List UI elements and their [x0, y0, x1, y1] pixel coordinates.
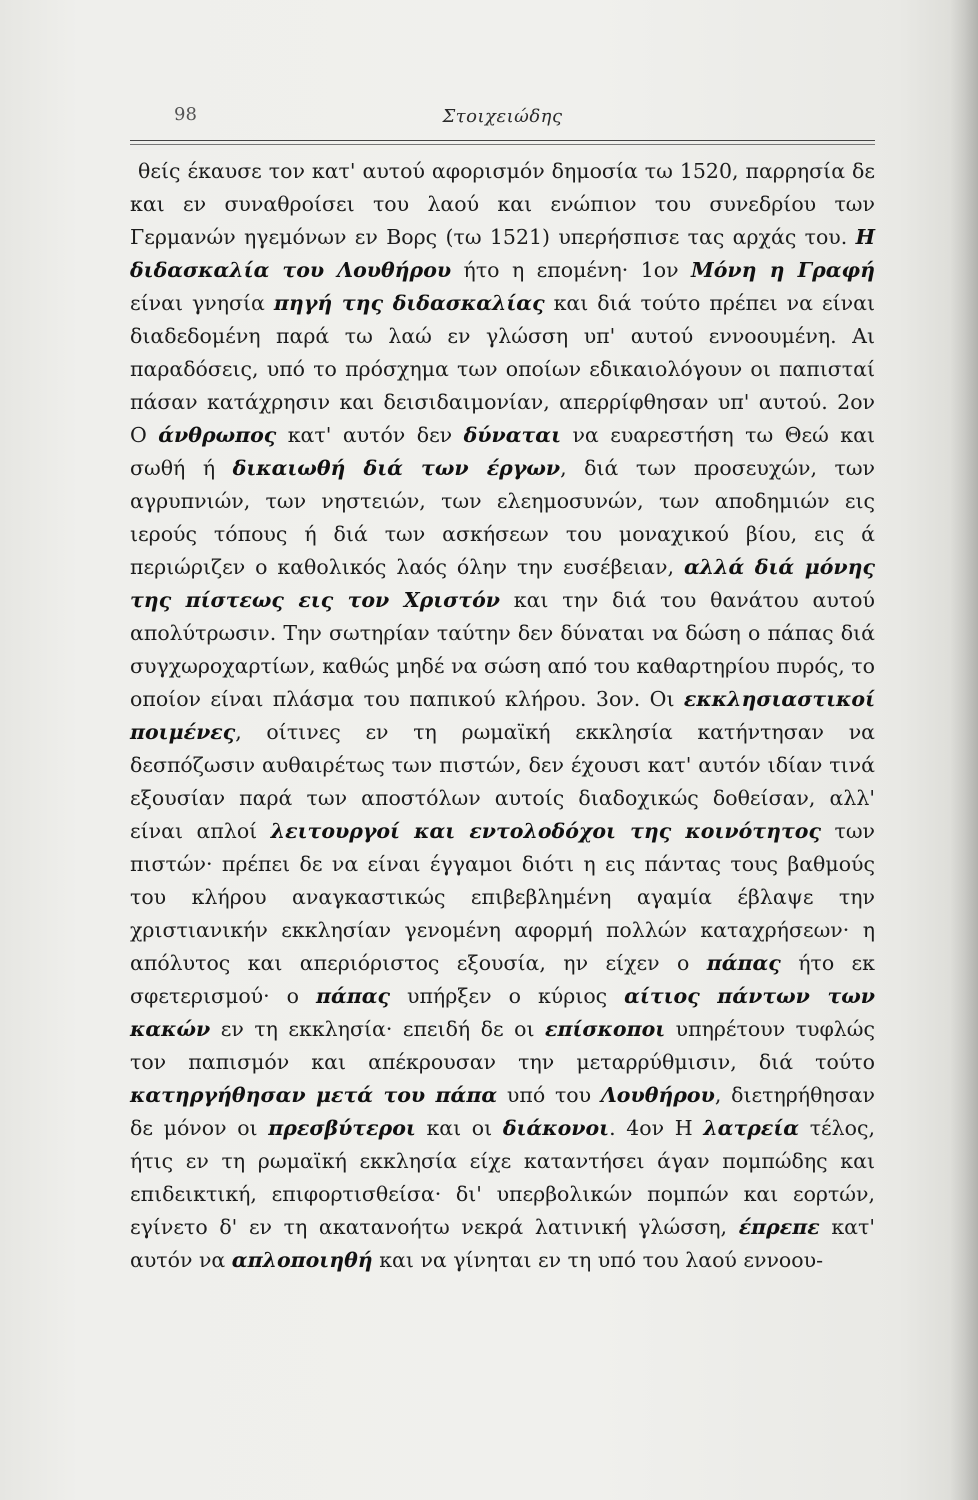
emphasized-text: απλοποιηθή [231, 1248, 373, 1272]
text-run: κατ' αυτόν να [130, 1215, 875, 1272]
emphasized-text: λατρεία [703, 1116, 800, 1140]
header-rule [130, 140, 875, 141]
emphasized-text: πάπας [315, 984, 391, 1008]
text-run: να ευαρεστήση τω Θεώ και σωθή ή [130, 423, 875, 480]
text-run: και οι [415, 1116, 503, 1140]
text-run: κατ' αυτόν δεν [276, 423, 464, 447]
emphasized-text: Μόνη η Γραφή [691, 258, 875, 282]
emphasized-text: πρεσβύτεροι [268, 1116, 416, 1140]
emphasized-text: κατηργήθησαν μετά του πάπα [130, 1083, 498, 1107]
page-gutter-shadow [950, 0, 978, 1500]
text-run: των πιστών· πρέπει δε να είναι έγγαμοι διότι η εις πάντας τους βαθμούς του κλήρου αναγκαστικώς επιβεβλημένη αγαμία έβλαψε την χριστιανικήν εκκλησίαν γενομένη αφορμή πολλών καταχρήσεων· η απόλυτος και απεριόριστος εξουσία, ην είχεν ο [130, 819, 876, 975]
emphasized-text: δύναται [463, 423, 561, 447]
emphasized-text: πηγή της διδασκαλίας [273, 291, 545, 315]
text-run: , διετηρήθησαν δε μόνον οι [130, 1083, 875, 1140]
emphasized-text: δικαιωθή διά των έργων [232, 456, 561, 480]
text-run: ήτο εκ σφετερισμού· ο [130, 951, 875, 1008]
emphasized-text: αλλά διά μόνης της πίστεως εις τον Χριστόν [130, 555, 876, 612]
emphasized-text: Λουθήρου [600, 1083, 715, 1107]
text-run: ήτο η επομένη· 1ον [451, 258, 692, 282]
emphasized-text: Η διδασκαλία του Λουθήρου [130, 225, 875, 282]
emphasized-text: πάπας [706, 951, 781, 975]
page-header [130, 100, 875, 140]
text-run: είναι γνησία [130, 291, 274, 315]
emphasized-text: έπρεπε [738, 1215, 820, 1239]
text-run: εν τη εκκλησία· επειδή δε οι [210, 1017, 546, 1041]
emphasized-text: εκκλησιαστικοί ποιμένες [130, 687, 875, 744]
emphasized-text: αίτιος πάντων των κακών [130, 984, 875, 1041]
text-run: , οίτινες εν τη ρωμαϊκή εκκλησία κατήντησαν να δεσπόζωσιν αυθαιρέτως των πιστών, δεν έχουσι κατ' αυτόν ιδίαν τινά εξουσίαν παρά των αποστόλων αυτοίς διαδοχικώς δοθείσαν, αλλ' είναι απλοί [130, 720, 875, 843]
text-run: . 4ον Η [609, 1116, 704, 1140]
emphasized-text: επίσκοποι [545, 1017, 666, 1041]
page-number: 98 [174, 104, 197, 125]
text-run: και την διά του θανάτου αυτού απολύτρωσιν. Την σωτηρίαν ταύτην δεν δύναται να δώση ο πάπας διά συγχωροχαρτίων, καθώς μηδέ να σώση από του καθαρτηρίου πυρός, το οποίον είναι πλάσμα του παπικού κλήρου. 3ον. Οι [130, 588, 875, 711]
emphasized-text: διάκονοι [502, 1116, 610, 1140]
text-run: θείς έκαυσε τον κατ' αυτού αφορισμόν δημοσία τω 1520, παρρησία δε και εν συναθροίσει του λαού και ενώπιον του συνεδρίου των Γερμανών ηγεμόνων εν Βορς (τω 1521) υπερήσπισε τας αρχάς του. [130, 159, 875, 249]
text-run: υπήρξεν ο κύριος [390, 984, 625, 1008]
body-paragraph [130, 155, 875, 1277]
text-run: τέλος, ήτις εν τη ρωμαϊκή εκκλησία είχε καταντήσει άγαν πομπώδης και επιδεικτική, επιφορτισθείσα· δι' υπερβολικών πομπών και εορτών, εγίνετο δ' εν τη ακατανοήτω νεκρά λατινική γλώσση, [130, 1116, 875, 1239]
running-title: Στοιχειώδης [442, 106, 563, 127]
text-run: και διά τούτο πρέπει να είναι διαδεδομένη παρά τω λαώ εν γλώσση υπ' αυτού εννοουμένη. Αι παραδόσεις, υπό το πρόσχημα των οποίων εδικαιολόγουν οι παπισταί πάσαν κατάχρησιν και δεισιδαιμονίαν, απερρίφθησαν υπ' αυτού. 2ον Ο [130, 291, 875, 447]
text-run: υπηρέτουν τυφλώς τον παπισμόν και απέκρουσαν την μεταρρύθμισιν, διά τούτο [130, 1017, 875, 1074]
text-run: και να γίνηται εν τη υπό του λαού εννοου- [372, 1248, 824, 1272]
emphasized-text: άνθρωπος [158, 423, 277, 447]
text-run: , διά των προσευχών, των αγρυπνιών, των νηστειών, των ελεημοσυνών, των αποδημιών εις ιερούς τόπους ή διά των ασκήσεων του μοναχικού βίου, εις ά περιώριζεν ο καθολικός λαός όλην την ευσέβειαν, [130, 456, 875, 579]
text-run: υπό του [497, 1083, 601, 1107]
emphasized-text: λειτουργοί και εντολοδόχοι της κοινότητος [270, 819, 821, 843]
header-rule-secondary [130, 144, 875, 145]
